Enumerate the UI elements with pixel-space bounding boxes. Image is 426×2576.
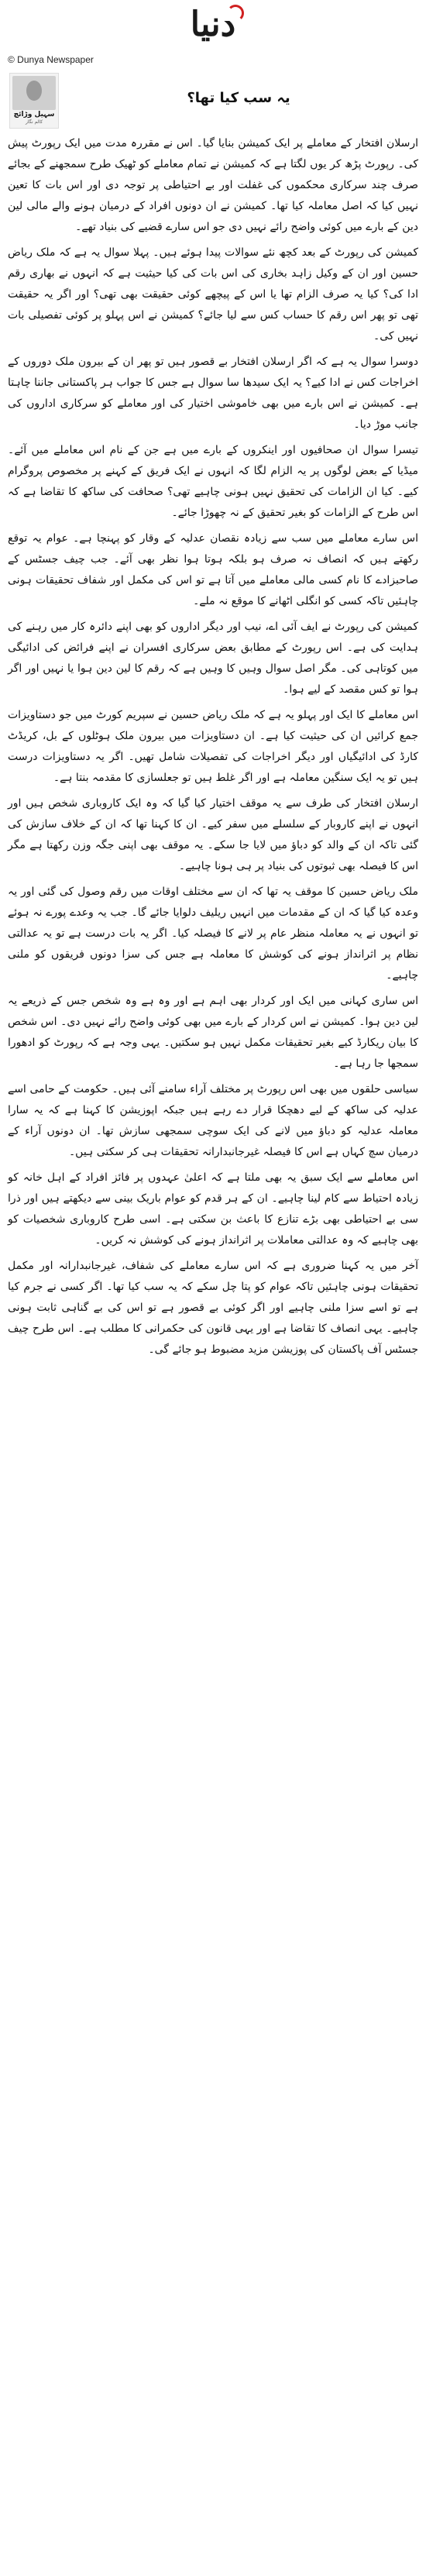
article-paragraph: ملک ریاض حسین کا موقف یہ تھا کہ ان سے مختلف اوقات میں رقم وصول کی گئی اور یہ وعدہ کیا گیا کہ ان کے مقدمات میں انہیں ریلیف دلوایا جائے گا۔ جب یہ وعدے پورے نہ ہوئے تو انہوں نے یہ معاملہ منظر عام پر لانے کا فیصلہ کیا۔ اگر یہ بات درست ہے تو یہ عدالتی نظام پر اثرانداز ہونے کی کوشش کا معاملہ ہے جس کی سزا دونوں فریقوں کو ملنی چاہیے۔: [8, 886, 418, 982]
author-subtitle: کالم نگار: [25, 119, 43, 125]
article-body: [8, 133, 418, 1365]
article-paragraph: کمیشن کی رپورٹ کے بعد کچھ نئے سوالات پیدا ہوئے ہیں۔ پہلا سوال یہ ہے کہ ملک ریاض حسین اور ان کے وکیل زاہد بخاری کی اس بات کی کیا حیثیت ہے کہ انہوں نے بھاری رقم ادا کی؟ کیا یہ صرف الزام تھا یا اس کے پیچھے کوئی حقیقت بھی تھی؟ اور اگر یہ حقیقت تھی تو پھر اس رقم کا حساب کس سے لیا جائے؟ کمیشن نے اس پہلو پر کوئی تفصیلی بات نہیں کی۔: [8, 246, 418, 342]
logo-text: دنیا: [190, 5, 236, 44]
article-paragraph: تیسرا سوال ان صحافیوں اور اینکروں کے بارے میں ہے جن کے نام اس معاملے میں آئے۔ میڈیا کے بعض لوگوں پر یہ الزام لگا کہ انہوں نے ایک فریق کے کہنے پر مخصوص پروگرام کیے۔ کیا ان الزامات کی تحقیق نہیں ہونی چاہیے تھی؟ صحافت کی ساکھ کا تقاضا ہے کہ اس طرح کے الزامات کو بغیر تحقیق کے نہ چھوڑا جائے۔: [8, 444, 418, 519]
author-box: [9, 73, 59, 129]
article-paragraph: اس سارے معاملے میں سب سے زیادہ نقصان عدلیہ کے وقار کو پہنچا ہے۔ عوام یہ توقع رکھتے ہیں کہ انصاف نہ صرف ہو بلکہ ہوتا ہوا نظر بھی آئے۔ جب چیف جسٹس کے صاحبزادے کا نام کسی مالی معاملے میں آتا ہے تو اس کی مکمل اور شفاف تحقیقات ہونی چاہئیں تاکہ کسی کو انگلی اٹھانے کا موقع نہ ملے۔: [8, 532, 418, 607]
article-paragraph: آخر میں یہ کہنا ضروری ہے کہ اس سارے معاملے کی شفاف، غیرجانبدارانہ اور مکمل تحقیقات ہونی چاہئیں تاکہ عوام کو پتا چل سکے کہ یہ سب کیا تھا۔ اگر کسی نے جرم کیا ہے تو اسے سزا ملنی چاہیے اور اگر کوئی بے قصور ہے تو اس کی بے گناہی ثابت ہونی چاہیے۔ یہی انصاف کا تقاضا ہے اور یہی قانون کی حکمرانی کا مطلب ہے۔ اس طرح چیف جسٹس آف پاکستان کی پوزیشن مزید مضبوط ہو جائے گی۔: [8, 1260, 418, 1356]
masthead: [0, 0, 426, 50]
article-paragraph: سیاسی حلقوں میں بھی اس رپورٹ پر مختلف آراء سامنے آئی ہیں۔ حکومت کے حامی اسے عدلیہ کی ساکھ کے لیے دھچکا قرار دے رہے ہیں جبکہ اپوزیشن کا کہنا ہے کہ یہ سارا معاملہ عدلیہ کو دباؤ میں لانے کی ایک سوچی سمجھی سازش تھا۔ ان دونوں آراء کے درمیان سچ کہاں ہے اس کا فیصلہ غیرجانبدارانہ تحقیقات ہی کر سکتی ہیں۔: [8, 1083, 418, 1158]
article-paragraph: ارسلان افتخار کے معاملے پر ایک کمیشن بنایا گیا۔ اس نے مقررہ مدت میں ایک رپورٹ پیش کی۔ رپورٹ پڑھ کر یوں لگتا ہے کہ کمیشن نے تمام معاملے کو ٹھیک طرح سمجھنے کے بجائے صرف چند سرکاری محکموں کی غفلت اور بے احتیاطی پر توجہ دی اور اس بات کا تعین نہیں کیا کہ اصل معاملہ کیا تھا۔ کمیشن نے ان دونوں افراد کے درمیان ہونے والے مالی لین دین کے بارے میں کوئی واضح رائے نہیں دی جو اس سارے قضیے کی بنیاد تھے۔: [8, 137, 418, 233]
article-headline: یہ سب کیا تھا؟: [187, 90, 290, 106]
article-paragraph: دوسرا سوال یہ ہے کہ اگر ارسلان افتخار بے قصور ہیں تو پھر ان کے بیرون ملک دوروں کے اخراجات کس نے ادا کیے؟ یہ ایک سیدھا سا سوال ہے جس کا جواب ہر پاکستانی جاننا چاہتا ہے۔ کمیشن نے اس بارے میں بھی خاموشی اختیار کی اور معاملے کو سرکاری اداروں کی جانب موڑ دیا۔: [8, 356, 418, 431]
dunya-logo: [180, 3, 246, 46]
article-paragraph: اس معاملے کا ایک اور پہلو یہ ہے کہ ملک ریاض حسین نے سپریم کورٹ میں جو دستاویزات جمع کرائیں ان کی حیثیت کیا ہے۔ ان دستاویزات میں بیرون ملک ہوٹلوں کے بل، کریڈٹ کارڈ کی ادائیگیاں اور دیگر اخراجات کی تفصیلات شامل تھیں۔ اگر یہ دستاویزات درست ہیں تو یہ ایک سنگین معاملہ ہے اور اگر غلط ہیں تو جعلسازی کا مقدمہ بنتا ہے۔: [8, 709, 418, 784]
copyright-notice: © Dunya Newspaper: [8, 54, 94, 65]
author-photo: [12, 76, 56, 110]
logo-swoosh-icon: [227, 5, 244, 22]
article-paragraph: اس معاملے سے ایک سبق یہ بھی ملتا ہے کہ اعلیٰ عہدوں پر فائز افراد کے اہل خانہ کو زیادہ احتیاط سے کام لینا چاہیے۔ ان کے ہر قدم کو عوام باریک بینی سے دیکھتے ہیں اور ذرا سی بے احتیاطی بھی بڑے تنازع کا باعث بن سکتی ہے۔ اسی طرح کاروباری شخصیات کو بھی چاہیے کہ وہ عدالتی معاملات پر اثرانداز ہونے کی کوشش نہ کریں۔: [8, 1171, 418, 1247]
author-face-icon: [26, 81, 42, 101]
article-paragraph: ارسلان افتخار کی طرف سے یہ موقف اختیار کیا گیا کہ وہ ایک کاروباری شخص ہیں اور انہوں نے اپنے کاروبار کے سلسلے میں سفر کیے۔ ان کا کہنا تھا کہ ان کے خلاف سازش کی گئی تاکہ ان کے والد کو دباؤ میں لایا جا سکے۔ یہ موقف بھی اپنی جگہ وزن رکھتا ہے مگر اس کا فیصلہ بھی ثبوتوں کی بنیاد پر ہی ہونا چاہیے۔: [8, 797, 418, 872]
article-paragraph: اس ساری کہانی میں ایک اور کردار بھی اہم ہے اور وہ ہے وہ شخص جس کے ذریعے یہ لین دین ہوا۔ کمیشن نے اس کردار کے بارے میں بھی کوئی واضح رائے نہیں دی۔ اس شخص کا بیان ریکارڈ کیے بغیر تحقیقات مکمل نہیں ہو سکتیں۔ یہی وجہ ہے کہ رپورٹ کو ادھورا سمجھا جا رہا ہے۔: [8, 995, 418, 1070]
article-paragraph: کمیشن کی رپورٹ نے ایف آئی اے، نیب اور دیگر اداروں کو بھی اپنے دائرہ کار میں رہنے کی ہدایت کی ہے۔ اس رپورٹ کے مطابق بعض سرکاری افسران نے اپنے فرائض کی ادائیگی میں کوتاہی کی۔ مگر اصل سوال وہیں کا وہیں ہے کہ رقم کا لین دین ہوا یا نہیں اور اگر ہوا تو کس مقصد کے لیے ہوا۔: [8, 621, 418, 696]
author-name: سہیل وڑائچ: [13, 111, 55, 119]
